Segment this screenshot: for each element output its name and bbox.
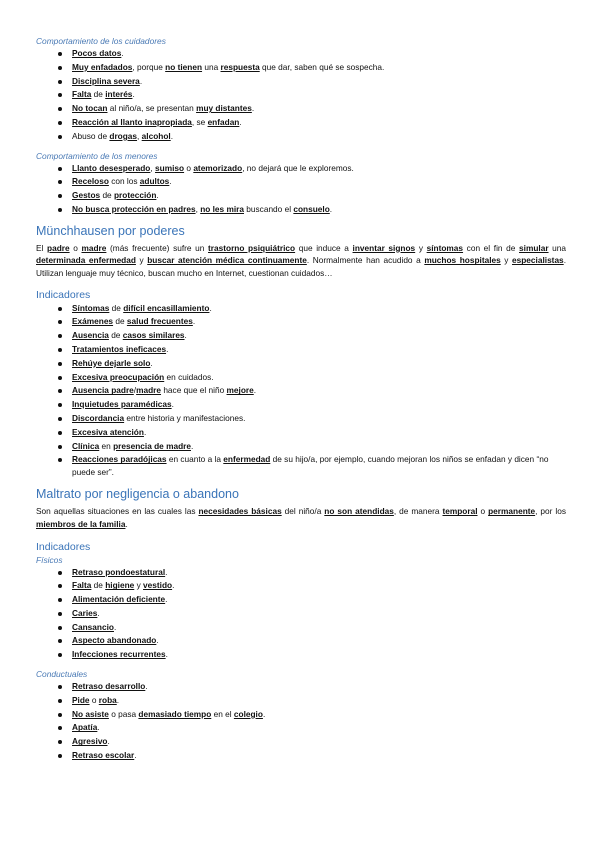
emphasized-text: Inquietudes paramédicas [72, 399, 172, 410]
subheading-cuidadores: Comportamiento de los cuidadores [36, 36, 166, 46]
text-run: . [209, 302, 212, 313]
bullet-icon [58, 598, 62, 602]
emphasized-text: muy distantes [196, 103, 252, 114]
text-run: de [113, 316, 127, 327]
emphasized-text: adultos [139, 176, 170, 187]
text-run: , [150, 162, 156, 173]
list-item [36, 302, 566, 316]
list-item [36, 579, 566, 593]
emphasized-text: no les mira [200, 203, 244, 214]
emphasized-text: Apatía [72, 722, 98, 733]
emphasized-text: permanente [488, 506, 536, 517]
text-run: de [108, 330, 123, 341]
text-run: . [156, 190, 159, 201]
bullet-icon [58, 754, 62, 758]
text-run: de [100, 190, 114, 201]
list-item [36, 343, 566, 357]
text-run: . [170, 130, 174, 141]
text-run: . [134, 750, 137, 761]
bullet-icon [58, 612, 62, 616]
text-run: . [145, 681, 148, 692]
text-run: . [113, 621, 117, 632]
emphasized-text: Ausencia padre [72, 385, 134, 396]
text-run: . [171, 399, 174, 410]
emphasized-text: Pocos datos [72, 48, 122, 58]
emphasized-text: Reacción al llanto inapropiada [72, 116, 192, 127]
emphasized-text: Rehúye dejarle solo [72, 357, 151, 368]
list-item [36, 749, 566, 763]
emphasized-text: Falta [72, 580, 92, 591]
text-run: . [97, 722, 100, 733]
text-run: (más frecuente) sufre un [106, 242, 209, 253]
list-item [36, 593, 566, 607]
emphasized-text: necesidades básicas [198, 506, 282, 517]
text-run: , porque [132, 61, 166, 72]
bullet-icon [58, 348, 62, 352]
emphasized-text: inventar signos [352, 242, 416, 253]
emphasized-text: Síntomas [72, 302, 110, 313]
list-item [36, 412, 566, 426]
emphasized-text: No busca protección en padres [72, 203, 196, 214]
text-run: . [165, 594, 168, 605]
list-item [36, 440, 566, 454]
bullet-icon [58, 653, 62, 657]
text-run: y [500, 255, 513, 266]
emphasized-text: interés [105, 89, 133, 100]
bullet-icon [58, 107, 62, 111]
text-run: con los [108, 176, 140, 187]
list-item [36, 634, 566, 648]
list-item [36, 735, 566, 749]
text-run: del niño/a [281, 506, 325, 517]
text-run: , [195, 203, 201, 214]
list-item [36, 721, 566, 735]
bullet-icon [58, 685, 62, 689]
emphasized-text: no son atendidas [324, 506, 394, 517]
text-run: , [137, 130, 142, 141]
text-run: . [253, 385, 257, 396]
bullet-icon [58, 334, 62, 338]
heading-indicadores-negligencia: Indicadores [36, 540, 91, 553]
text-run: y [134, 580, 144, 591]
emphasized-text: consuelo [293, 203, 330, 214]
bullet-icon [58, 713, 62, 717]
text-run: , no dejará que le exploremos. [242, 162, 354, 173]
emphasized-text: Llanto desesperado [72, 162, 151, 173]
text-run: que induce a [295, 242, 353, 253]
bullet-icon [58, 93, 62, 97]
emphasized-text: sumiso [155, 162, 185, 173]
list-item [36, 315, 566, 329]
bullet-icon [58, 726, 62, 730]
text-run: , se [191, 116, 208, 127]
text-run: buscando el [244, 203, 294, 214]
emphasized-text: madre [81, 242, 107, 253]
list-item [36, 47, 566, 61]
emphasized-text: muchos hospitales [424, 255, 501, 266]
bullet-icon [58, 121, 62, 125]
emphasized-text: Falta [72, 89, 92, 100]
text-run: . [251, 103, 255, 114]
text-run: , por los [535, 506, 566, 517]
text-run: al niño/a, se presentan [107, 103, 197, 114]
bullet-icon [58, 639, 62, 643]
emphasized-text: Infecciones recurrentes [72, 649, 166, 660]
text-run: . [239, 116, 242, 127]
list-item [36, 189, 566, 203]
list-item [36, 680, 566, 694]
emphasized-text: Retraso escolar [72, 750, 135, 761]
emphasized-text: especialistas [512, 255, 564, 266]
emphasized-text: Excesiva atención [72, 426, 144, 437]
bullet-icon [58, 307, 62, 311]
emphasized-text: Retraso desarrollo [72, 681, 146, 692]
heading-munchhausen: Münchhausen por poderes [36, 223, 185, 238]
emphasized-text: miembros de la familia [36, 518, 126, 529]
list-item [36, 61, 566, 75]
text-run: o [477, 506, 489, 517]
text-run: . [143, 426, 147, 437]
bullet-icon [58, 362, 62, 366]
list-item [36, 426, 566, 440]
list-item [36, 175, 566, 189]
bullet-icon [58, 66, 62, 70]
list-item [36, 162, 566, 176]
text-run: . [166, 343, 169, 354]
bullet-icon [58, 445, 62, 449]
text-run: . [139, 75, 143, 86]
list-item [36, 621, 566, 635]
text-run: . [165, 566, 168, 577]
emphasized-text: Ausencia [72, 330, 109, 341]
document-content [36, 36, 566, 763]
bullet-icon [58, 208, 62, 212]
emphasized-text: Exámenes [72, 316, 114, 327]
list-item [36, 203, 566, 217]
emphasized-text: No tocan [72, 103, 108, 114]
emphasized-text: Caries [72, 607, 98, 618]
bullet-icon [58, 52, 62, 56]
emphasized-text: síntomas [426, 242, 464, 253]
emphasized-text: roba [98, 694, 117, 705]
list-fisicos [36, 566, 566, 663]
text-run: en cuanto a la [166, 454, 224, 465]
emphasized-text: mejore [226, 385, 254, 396]
emphasized-text: enfadan [207, 116, 240, 127]
text-run: en cuidados. [164, 371, 214, 382]
text-run: de su hijo/a, por ejemplo, cuando mejoran los niños se enfadan y dicen “no puede ser”. [72, 454, 549, 477]
emphasized-text: Discordancia [72, 412, 125, 423]
text-run: . [172, 580, 175, 591]
bullet-icon [58, 740, 62, 744]
bullet-icon [58, 584, 62, 588]
text-run: una [202, 61, 221, 72]
bullet-icon [58, 458, 62, 462]
list-item [36, 75, 566, 89]
emphasized-text: Tratamientos ineficaces [72, 343, 167, 354]
bullet-icon [58, 571, 62, 575]
bullet-icon [58, 431, 62, 435]
emphasized-text: atemorizado [193, 162, 243, 173]
list-item [36, 453, 566, 478]
emphasized-text: No asiste [72, 708, 109, 719]
heading-indicadores-munchhausen: Indicadores [36, 288, 91, 301]
list-item [36, 371, 566, 385]
emphasized-text: difícil encasillamiento [123, 302, 210, 313]
text-run: . [192, 316, 196, 327]
emphasized-text: casos similares [122, 330, 185, 341]
list-item [36, 566, 566, 580]
list-item [36, 130, 566, 144]
emphasized-text: colegio [233, 708, 263, 719]
text-run: . [125, 518, 128, 529]
text-run: de [91, 89, 106, 100]
text-run: que dar, saben qué se sospecha. [259, 61, 385, 72]
bullet-icon [58, 376, 62, 380]
text-run: . [191, 440, 194, 451]
list-item [36, 398, 566, 412]
list-item [36, 102, 566, 116]
emphasized-text: Pide [72, 694, 90, 705]
list-item [36, 116, 566, 130]
bullet-icon [58, 389, 62, 393]
emphasized-text: temporal [442, 506, 478, 517]
list-cuidadores [36, 47, 566, 144]
emphasized-text: demasiado tiempo [138, 708, 212, 719]
text-run: , de manera [393, 506, 443, 517]
list-item [36, 329, 566, 343]
text-run: . Utilizan lenguaje muy técnico, buscan mucho en Internet, cuestionan cuidados… [36, 255, 566, 278]
text-run: . [107, 736, 110, 747]
text-run: o [69, 242, 82, 253]
text-run: . [156, 635, 159, 646]
text-run: una [548, 242, 567, 253]
subheading-fisicos: Físicos [36, 554, 63, 565]
emphasized-text: presencia de madre [113, 440, 191, 451]
text-run: Abuso de [72, 130, 110, 141]
subheading-menores: Comportamiento de los menores [36, 150, 158, 161]
emphasized-text: Excesiva preocupación [72, 371, 165, 382]
emphasized-text: Aspecto abandonado [72, 635, 157, 646]
text-run: en [99, 440, 114, 451]
subheading-conductuales: Conductuales [36, 669, 88, 680]
emphasized-text: no tienen [165, 61, 203, 72]
text-run: . [184, 330, 187, 341]
emphasized-text: Retraso pondoestatural [72, 566, 166, 577]
text-run: . [329, 203, 333, 214]
text-run: hace que el niño [161, 385, 227, 396]
emphasized-text: protección [113, 190, 157, 201]
emphasized-text: determinada enfermedad [36, 255, 136, 266]
text-run: . Normalmente han acudido a [306, 255, 425, 266]
text-run: . [262, 708, 266, 719]
text-run: y [135, 255, 148, 266]
emphasized-text: higiene [105, 580, 135, 591]
emphasized-text: Disciplina severa [72, 75, 140, 86]
bullet-icon [58, 320, 62, 324]
bullet-icon [58, 180, 62, 184]
emphasized-text: madre [136, 385, 162, 396]
emphasized-text: enfermedad [223, 454, 271, 465]
bullet-icon [58, 417, 62, 421]
emphasized-text: Clínica [72, 440, 100, 451]
text-run: de [109, 302, 124, 313]
text-run: Son aquellas situaciones en las cuales las [36, 506, 199, 517]
bullet-icon [58, 403, 62, 407]
emphasized-text: simular [519, 242, 549, 253]
text-run: o [89, 694, 99, 705]
emphasized-text: vestido [143, 580, 173, 591]
heading-negligencia: Maltrato por negligencia o abandono [36, 487, 239, 502]
emphasized-text: trastorno psiquiátrico [208, 242, 296, 253]
list-item [36, 648, 566, 662]
list-item [36, 357, 566, 371]
text-run: El [36, 242, 48, 253]
text-run: entre historia y manifestaciones. [124, 412, 246, 423]
text-run: . [116, 694, 120, 705]
text-run: con el fin de [463, 242, 520, 253]
text-run: . [169, 176, 172, 187]
paragraph-munchhausen [36, 242, 566, 280]
paragraph-negligencia [36, 505, 566, 530]
bullet-icon [58, 699, 62, 703]
emphasized-text: Gestos [72, 190, 101, 201]
bullet-icon [58, 167, 62, 171]
list-conductuales [36, 680, 566, 763]
bullet-icon [58, 194, 62, 198]
list-indicadores-munchhausen [36, 302, 566, 479]
text-run: / [133, 385, 137, 396]
emphasized-text: Muy enfadados [72, 61, 133, 72]
text-run: o [184, 162, 194, 173]
emphasized-text: Reacciones paradójicas [72, 454, 167, 465]
emphasized-text: drogas [109, 130, 138, 141]
emphasized-text: Receloso [72, 176, 109, 187]
list-item [36, 708, 566, 722]
emphasized-text: Alimentación deficiente [72, 594, 166, 605]
bullet-icon [58, 135, 62, 139]
emphasized-text: Cansancio [72, 621, 114, 632]
list-item [36, 88, 566, 102]
emphasized-text: alcohol [141, 130, 171, 141]
list-item [36, 384, 566, 398]
text-run: . [132, 89, 135, 100]
text-run: o pasa [108, 708, 139, 719]
list-item [36, 694, 566, 708]
emphasized-text: salud frecuentes [126, 316, 193, 327]
text-run: . [121, 48, 124, 58]
text-run: y [415, 242, 427, 253]
text-run: de [91, 580, 106, 591]
emphasized-text: padre [47, 242, 70, 253]
text-run: . [150, 357, 153, 368]
list-menores [36, 162, 566, 217]
bullet-icon [58, 80, 62, 84]
list-item [36, 607, 566, 621]
emphasized-text: buscar atención médica continuamente [147, 255, 307, 266]
emphasized-text: respuesta [220, 61, 260, 72]
bullet-icon [58, 626, 62, 630]
text-run: . [97, 607, 100, 618]
text-run: . [165, 649, 168, 660]
emphasized-text: Agresivo [72, 736, 108, 747]
text-run: en el [211, 708, 234, 719]
